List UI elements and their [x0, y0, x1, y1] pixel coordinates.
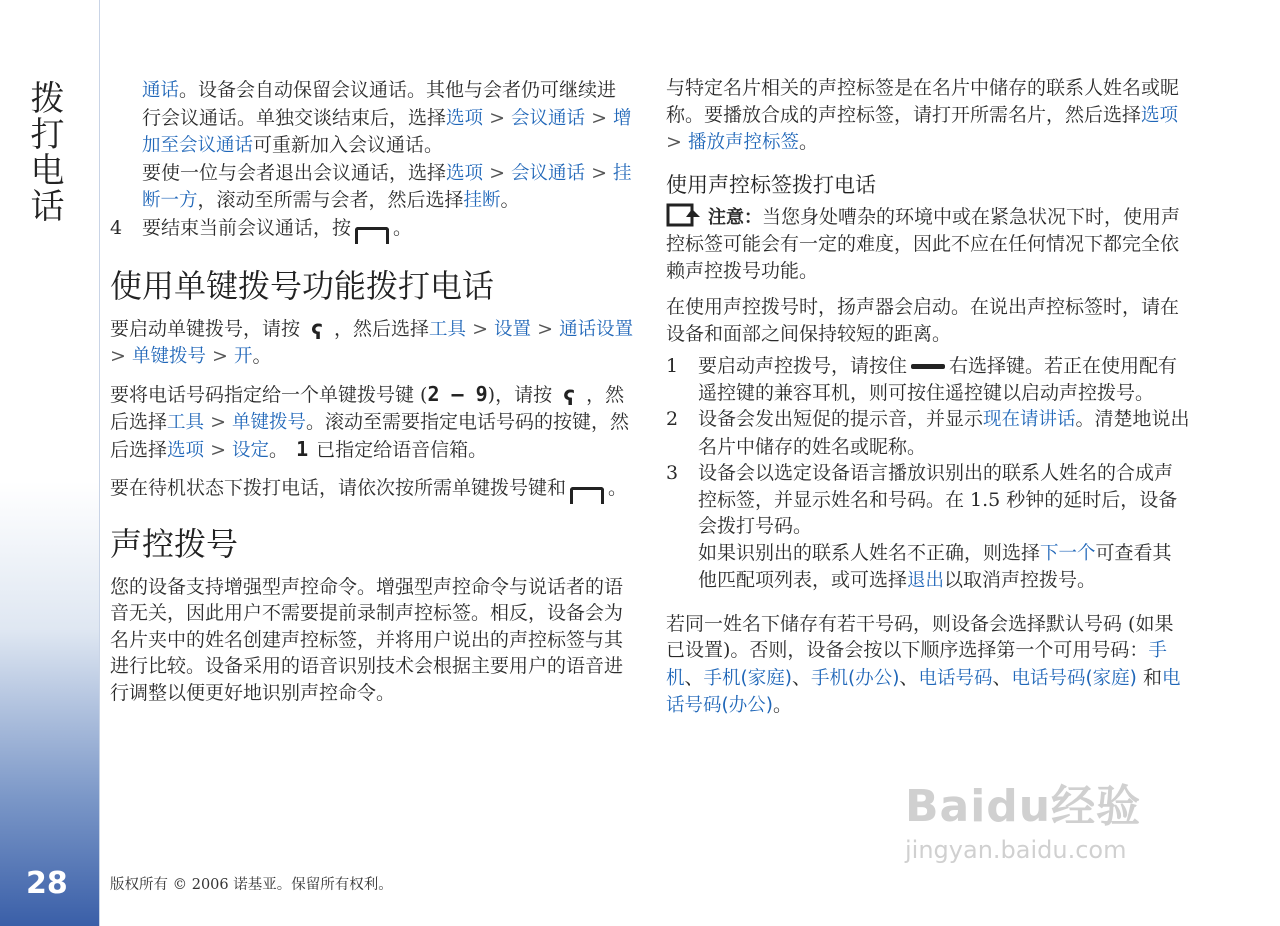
heading-voice-dialing: 声控拨号	[110, 524, 239, 563]
list-item-4: 4 要结束当前会议通话，按 。	[110, 215, 634, 244]
chapter-title: 拨打电话	[24, 80, 64, 224]
link-conference[interactable]: 会议通话	[511, 162, 586, 184]
list-item-3: 3 设备会以选定设备语言播放识别出的联系人姓名的合成声控标签，并显示姓名和号码。在 1.5 秒钟的延时后，设备会拨打号码。	[666, 462, 1178, 537]
link-tools[interactable]: 工具	[429, 318, 467, 340]
copyright-footer: 版权所有 © 2006 诺基亚。保留所有权利。	[110, 877, 393, 893]
note-icon	[666, 203, 702, 227]
heading-speed-dial: 使用单键拨号功能拨打电话	[110, 266, 495, 305]
link-mobile-home[interactable]: 手机(家庭)	[703, 667, 792, 689]
speed-dial-paragraph-1: 要启动单键拨号，请按 ʕ ，然后选择工具 > 设置 > 通话设置 > 单键拨号 > 开。	[110, 317, 634, 367]
voice-tag-paragraph: 与特定名片相关的声控标签是在名片中储存的联系人姓名或昵称。要播放合成的声控标签，请打开所需名片，然后选择选项 > 播放声控标签。	[666, 77, 1180, 153]
link-call-settings[interactable]: 通话设置	[559, 318, 634, 340]
link-assign[interactable]: 设定	[232, 440, 270, 461]
watermark-logo-text: Baidu经验	[905, 781, 1142, 832]
link-options[interactable]: 选项	[446, 107, 484, 129]
link-drop[interactable]: 挂断	[463, 190, 501, 211]
link-speed-dialing[interactable]: 单键拨号	[232, 411, 307, 433]
link-speak-now[interactable]: 现在请讲话	[983, 409, 1076, 430]
number-order-paragraph: 若同一姓名下储存有若干号码，则设备会选择默认号码 (如果已设置)。否则，设备会按以下顺序选择第一个可用号码：手机、手机(家庭)、手机(办公)、电话号码、电话号码(家庭) 和电话号码(办公)。	[666, 612, 1181, 716]
link-mobile[interactable]: 手机	[666, 640, 1167, 689]
link-call[interactable]: 通话	[142, 80, 180, 101]
conference-paragraph-1: 通话。设备会自动保留会议通话。其他与会者仍可继续进行会议通话。单独交谈结束后，选择选项 > 会议通话 > 增加至会议通话可重新加入会议通话。	[142, 79, 632, 156]
link-conference[interactable]: 会议通话	[511, 107, 586, 129]
link-on[interactable]: 开	[233, 346, 253, 367]
call-key-icon	[570, 487, 604, 504]
page-number: 28	[26, 866, 68, 901]
voice-dialing-paragraph: 您的设备支持增强型声控命令。增强型声控命令与说话者的语音无关，因此用户不需要提前录制声控标签。相反，设备会为名片夹中的姓名创建声控标签，并将用户说出的声控标签与其进行比较。设备采用的语音识别技术会根据主要用户的语音进行调整以便更好地识别声控命令。	[110, 575, 624, 704]
baidu-watermark	[905, 770, 1205, 880]
link-speed-dialing[interactable]: 单键拨号	[131, 346, 206, 367]
list-item-2: 2 设备会发出短促的提示音，并显示现在请讲话。清楚地说出名片中储存的姓名或昵称。	[666, 408, 1190, 458]
note-paragraph: 注意：当您身处嘈杂的环境中或在紧急状况下时，使用声控标签可能会有一定的难度，因此不应在任何情况下都完全依赖声控拨号功能。	[666, 203, 1190, 285]
link-options[interactable]: 选项	[446, 162, 484, 184]
watermark-url: jingyan.baidu.com	[905, 836, 1127, 864]
link-settings[interactable]: 设置	[494, 318, 532, 340]
speaker-paragraph: 在使用声控拨号时，扬声器会启动。在说出声控标签时，请在设备和面部之间保持较短的距离。	[666, 296, 1180, 345]
left-column	[110, 75, 634, 706]
list-item-3-continued: 如果识别出的联系人姓名不正确，则选择下一个可查看其他匹配项列表，或可选择退出以取消声控拨号。	[698, 541, 1172, 591]
conference-paragraph-2: 要使一位与会者退出会议通话，选择选项 > 会议通话 > 挂断一方，滚动至所需与会者，然后选择挂断。	[142, 161, 632, 211]
link-options[interactable]: 选项	[1141, 104, 1179, 126]
link-telephone-work[interactable]: 电话号码(办公)	[666, 667, 1181, 716]
key-1: 1	[296, 437, 309, 461]
right-softkey-icon	[911, 364, 945, 369]
speed-dial-paragraph-3: 要在待机状态下拨打电话，请依次按所需单键拨号键和 。	[110, 475, 634, 504]
keys-2-9: 2 – 9	[427, 381, 488, 406]
list-item-1: 1 要启动声控拨号，请按住 右选择键。若正在使用配有遥控键的兼容耳机，则可按住遥控键以启动声控拨号。	[666, 355, 1178, 404]
end-key-icon	[355, 227, 389, 244]
link-quit[interactable]: 退出	[907, 570, 945, 591]
link-options[interactable]: 选项	[167, 440, 205, 461]
sidebar	[0, 0, 100, 926]
speed-dial-paragraph-2: 要将电话号码指定给一个单键拨号键 (2 – 9)，请按 ʕ ，然后选择工具 > 单键拨号。滚动至需要指定电话号码的按键，然后选择选项 > 设定。 1 已指定给语音信箱。	[110, 381, 630, 461]
link-tools[interactable]: 工具	[167, 411, 205, 433]
link-play-voice-tag[interactable]: 播放声控标签	[687, 132, 799, 153]
link-telephone[interactable]: 电话号码	[918, 667, 993, 689]
link-mobile-work[interactable]: 手机(办公)	[810, 667, 900, 689]
menu-key-icon: ʕ	[563, 385, 575, 410]
link-add-to-conference[interactable]: 增加至会议通话	[142, 107, 632, 156]
link-next[interactable]: 下一个	[1040, 542, 1096, 564]
note-label: 注意：	[708, 206, 762, 228]
heading-dial-with-voice-tag: 使用声控标签拨打电话	[666, 172, 876, 197]
link-telephone-home[interactable]: 电话号码(家庭)	[1011, 667, 1137, 689]
menu-key-icon: ʕ	[311, 319, 323, 344]
right-column	[666, 75, 1190, 720]
link-drop-participant[interactable]: 挂断一方	[142, 162, 632, 211]
